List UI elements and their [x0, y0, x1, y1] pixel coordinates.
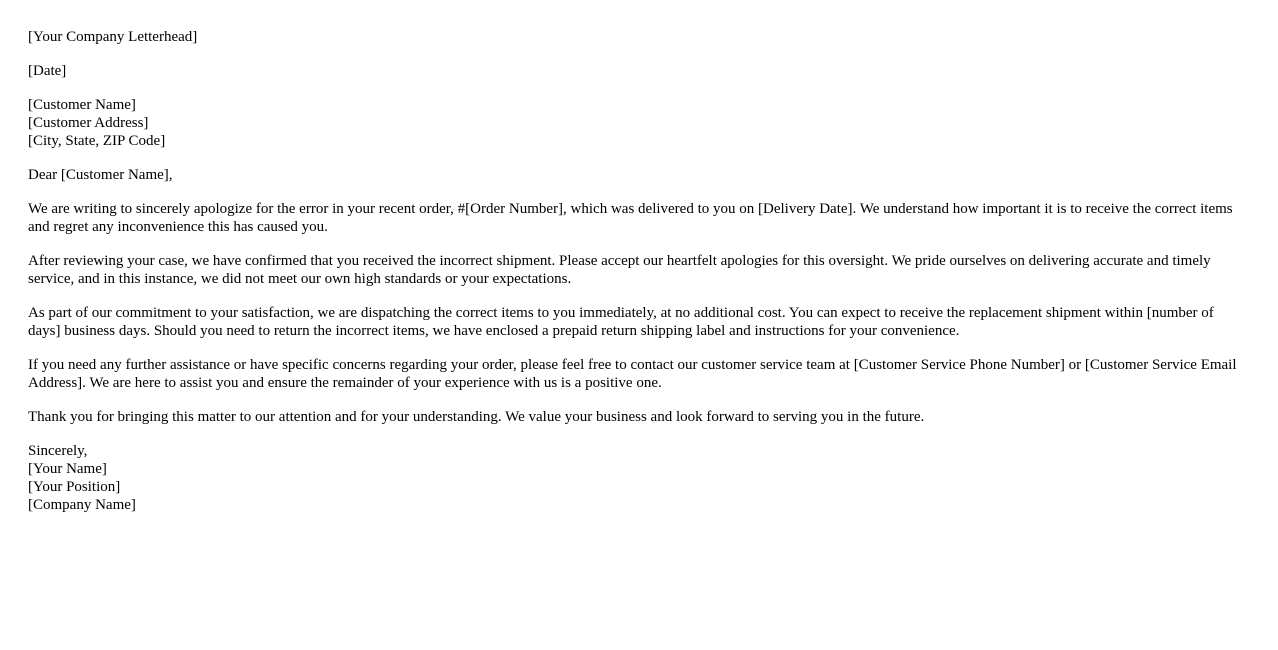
signer-position: [Your Position] — [28, 479, 121, 495]
closing-block — [28, 442, 1250, 514]
body-paragraph-1: We are writing to sincerely apologize for the error in your recent order, #[Order Number], which was delivered to you on [Delivery Date]. We understand how important it is to receive the correct items and regret any inconvenience this has caused you. — [28, 201, 1233, 235]
recipient-city-state-zip: [City, State, ZIP Code] — [28, 133, 166, 149]
letter — [28, 28, 1250, 530]
signer-company: [Company Name] — [28, 497, 136, 513]
body-paragraph-3: As part of our commitment to your satisfaction, we are dispatching the correct items to you immediately, at no additional cost. You can expect to receive the replacement shipment within [number of days] business days. Should you need to return the incorrect items, we have enclosed a prepaid return shipping label and instructions for your convenience. — [28, 305, 1214, 339]
letterhead: [Your Company Letterhead] — [28, 29, 198, 45]
recipient-block — [28, 96, 1250, 150]
signer-name: [Your Name] — [28, 461, 107, 477]
recipient-address: [Customer Address] — [28, 115, 149, 131]
salutation: Dear [Customer Name], — [28, 167, 173, 183]
recipient-name: [Customer Name] — [28, 97, 136, 113]
letter-date: [Date] — [28, 63, 67, 79]
body-paragraph-5: Thank you for bringing this matter to our attention and for your understanding. We value your business and look forward to serving you in the future. — [28, 409, 925, 425]
valediction: Sincerely, — [28, 443, 88, 459]
body-paragraph-2: After reviewing your case, we have confirmed that you received the incorrect shipment. Please accept our heartfelt apologies for this oversight. We pride ourselves on delivering accurate and timely service, and in this instance, we did not meet our own high standards or your expectations. — [28, 253, 1211, 287]
body-paragraph-4: If you need any further assistance or have specific concerns regarding your order, please feel free to contact our customer service team at [Customer Service Phone Number] or [Customer Service Email Address]. We are here to assist you and ensure the remainder of your experience with us is a positive one. — [28, 357, 1237, 391]
